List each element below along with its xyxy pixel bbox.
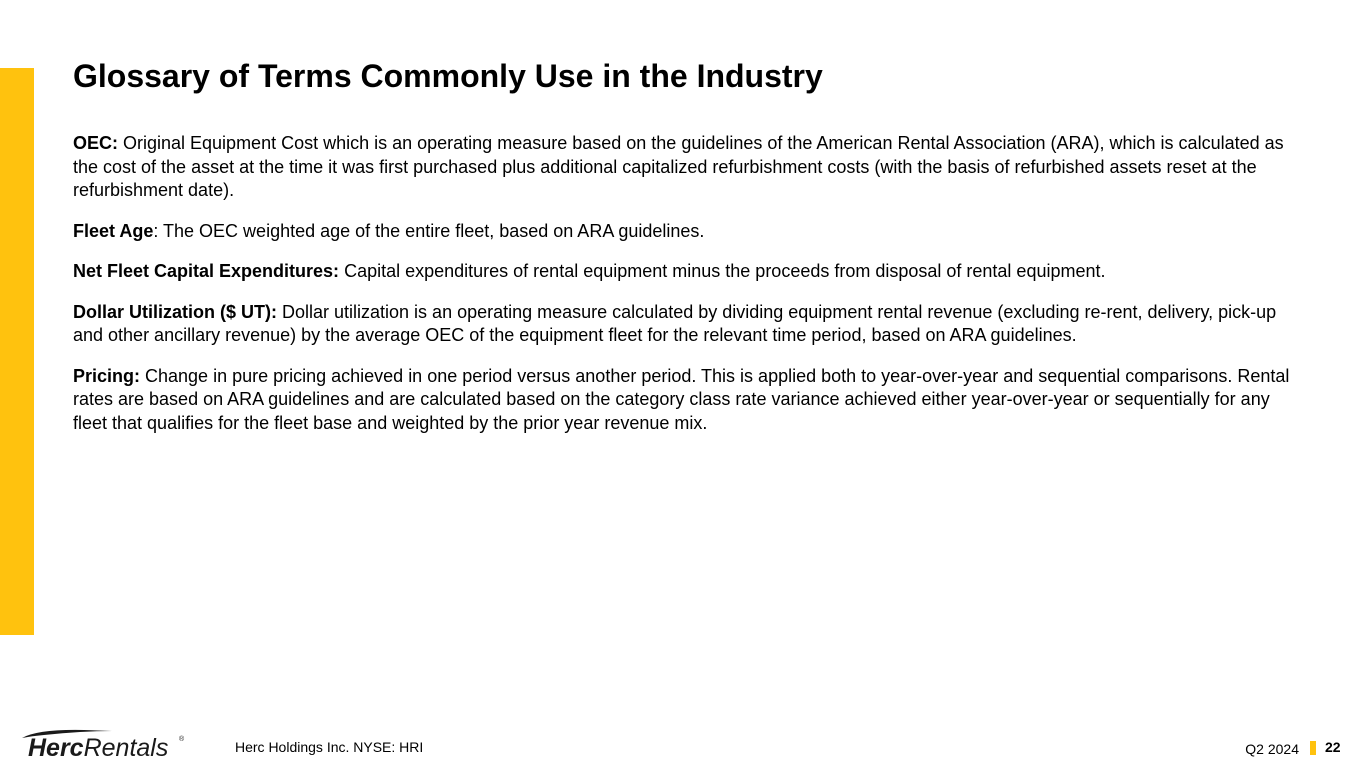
herc-rentals-logo [18, 726, 193, 762]
page-number: 22 [1325, 739, 1341, 755]
glossary-definition: Original Equipment Cost which is an operating measure based on the guidelines of the American Rental Association (ARA), which is calculated as the cost of the asset at the time it was first purchased plus additional capitalized refurbishment costs (with the basis of refurbished assets reset at the refurbishment date). [73, 133, 1284, 200]
glossary-list [73, 132, 1303, 452]
registered-mark: ® [179, 736, 185, 743]
logo-rentals-text: Rentals [83, 734, 169, 762]
page-title: Glossary of Terms Commonly Use in the Industry [73, 58, 823, 94]
footer-company: Herc Holdings Inc. NYSE: HRI [235, 739, 424, 755]
logo-herc-text: Herc [28, 734, 84, 762]
glossary-term: Pricing: [73, 365, 141, 386]
footer-quarter: Q2 2024 [1245, 741, 1299, 757]
glossary-definition: Capital expenditures of rental equipment minus the proceeds from disposal of rental equipment. [339, 261, 1106, 281]
glossary-entry-pricing [73, 365, 1303, 436]
accent-bar [0, 68, 34, 635]
glossary-entry-dollar-utilization [73, 301, 1303, 348]
page-number-marker [1310, 741, 1316, 755]
glossary-term: OEC: [73, 133, 118, 153]
glossary-definition: : The OEC weighted age of the entire fleet, based on ARA guidelines. [153, 220, 705, 241]
svg-text:HercRentals [28, 734, 168, 762]
glossary-term: Net Fleet Capital Expenditures: [73, 261, 340, 281]
glossary-definition: Change in pure pricing achieved in one period versus another period. This is applied both to year-over-year and sequential comparisons. Rental rates are based on ARA guidelines and are calculated based on the category class rate variance achieved either year-over-year or sequentially for any fleet that qualifies for the fleet base and weighted by the prior year revenue mix. [73, 365, 1290, 433]
glossary-term: Fleet Age [73, 220, 154, 241]
glossary-entry-fleet-age [73, 220, 1303, 244]
glossary-definition: Dollar utilization is an operating measure calculated by dividing equipment rental revenue (excluding re-rent, delivery, pick-up and other ancillary revenue) by the average OEC of the equipment fleet for the relevant time period, based on ARA guidelines. [73, 301, 1277, 345]
glossary-entry-net-fleet-capex [73, 260, 1303, 284]
glossary-term: Dollar Utilization ($ UT): [73, 301, 277, 322]
glossary-entry-oec [73, 132, 1303, 203]
